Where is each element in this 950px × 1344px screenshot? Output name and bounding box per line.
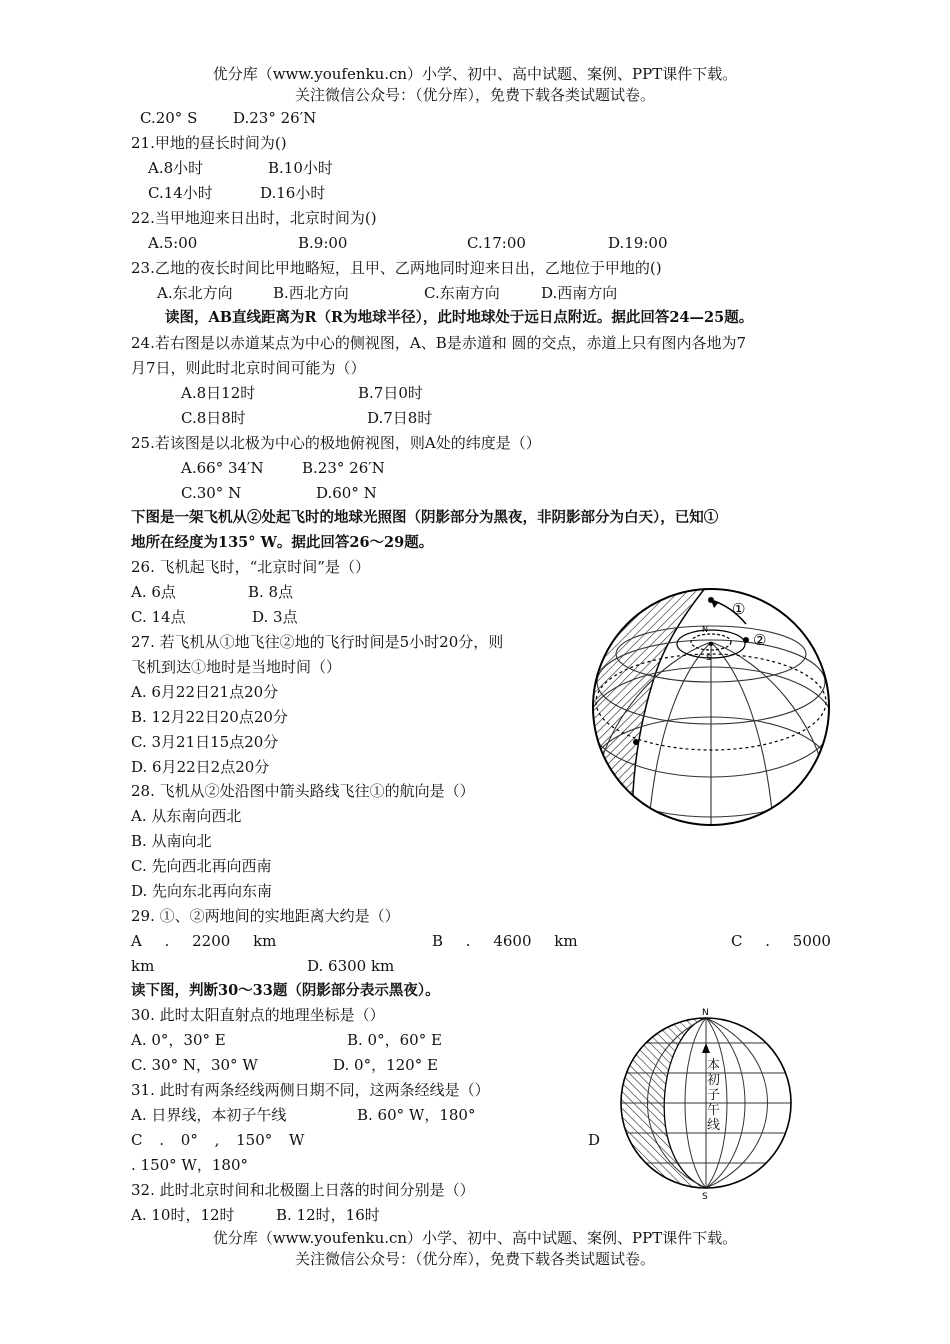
- q27-option-a: A. 6月22日21点20分: [131, 683, 279, 701]
- intro-26-29-line-2: 地所在经度为135° W。据此回答26～29题。: [131, 534, 434, 551]
- q29-option-b: B . 4600 km: [432, 932, 578, 950]
- label-point-1: ①: [732, 600, 746, 618]
- q29-option-a: A . 2200 km: [131, 932, 277, 950]
- q24-option-b: B.7日0时: [358, 384, 423, 402]
- intro-30-33: 读下图，判断30～33题（阴影部分表示黑夜）。: [131, 982, 440, 999]
- prime-meridian-label: [707, 1057, 720, 1133]
- q20-option-d: D.23° 26′N: [233, 109, 317, 127]
- meridian-char: 初: [707, 1073, 721, 1088]
- q31-option-d-label: D: [588, 1131, 601, 1149]
- q25-option-d: D.60° N: [316, 484, 377, 502]
- intro-24-25: 读图，AB直线距离为R（R为地球半径），此时地球处于远日点附近。据此回答24—25题。: [165, 309, 754, 326]
- globe-illumination-figure: [586, 582, 836, 832]
- q21-option-d: D.16小时: [260, 184, 326, 202]
- q26-option-a: A. 6点: [131, 583, 176, 601]
- q28-option-d: D. 先向东北再向东南: [131, 882, 273, 900]
- q27-stem-1: 27. 若飞机从①地飞往②地的飞行时间是5小时20分，则: [131, 633, 504, 651]
- q28-option-c: C. 先向西北再向西南: [131, 857, 272, 875]
- q24-option-c: C.8日8时: [181, 409, 246, 427]
- q29-option-c: C . 5000: [731, 932, 831, 950]
- q28-option-b: B. 从南向北: [131, 832, 212, 850]
- q23-option-b: B.西北方向: [273, 284, 349, 302]
- q31-stem: 31. 此时有两条经线两侧日期不同，这两条经线是（）: [131, 1081, 490, 1099]
- q22-option-a: A.5:00: [148, 234, 198, 252]
- label-s: S: [702, 1192, 708, 1202]
- q25-option-c: C.30° N: [181, 484, 242, 502]
- globe-prime-meridian-figure: [618, 1003, 798, 1203]
- q27-option-d: D. 6月22日2点20分: [131, 758, 270, 776]
- q22-option-d: D.19:00: [608, 234, 668, 252]
- q29-option-c-unit: km: [131, 957, 155, 975]
- q31-option-b: B. 60° W，180°: [357, 1106, 476, 1124]
- q27-stem-2: 飞机到达①地时是当地时间（）: [131, 658, 342, 676]
- meridian-char: 本: [707, 1058, 721, 1073]
- q21-option-a: A.8小时: [148, 159, 204, 177]
- q20-option-c: C.20° S: [140, 109, 198, 127]
- q24-option-a: A.8日12时: [181, 384, 256, 402]
- q30-stem: 30. 此时太阳直射点的地理坐标是（）: [131, 1006, 385, 1024]
- q21-option-b: B.10小时: [268, 159, 333, 177]
- q22-stem: 22.当甲地迎来日出时，北京时间为(): [131, 209, 377, 227]
- q31-option-d: . 150° W，180°: [131, 1156, 248, 1174]
- q26-option-c: C. 14点: [131, 608, 186, 626]
- label-n: N: [702, 1008, 709, 1018]
- q30-option-d: D. 0°，120° E: [333, 1056, 438, 1074]
- q26-option-b: B. 8点: [248, 583, 294, 601]
- meridian-char: 线: [707, 1118, 721, 1133]
- meridian-arrow: [702, 1043, 710, 1053]
- q29-stem: 29. ①、②两地间的实地距离大约是（）: [131, 907, 400, 925]
- q24-stem-2: 月7日，则此时北京时间可能为（）: [131, 359, 366, 377]
- q32-stem: 32. 此时北京时间和北极圈上日落的时间分别是（）: [131, 1181, 475, 1199]
- q27-option-b: B. 12月22日20点20分: [131, 708, 288, 726]
- q23-stem: 23.乙地的夜长时间比甲地略短，且甲、乙两地同时迎来日出，乙地位于甲地的(): [131, 259, 662, 277]
- q25-stem: 25.若该图是以北极为中心的极地俯视图，则A处的纬度是（）: [131, 434, 541, 452]
- q28-stem: 28. 飞机从②处沿图中箭头路线飞往①的航向是（）: [131, 782, 475, 800]
- q29-option-d: D. 6300 km: [307, 957, 395, 975]
- footer-line-1: 优分库（www.youfenku.cn）小学、初中、高中试题、案例、PPT课件下载。: [212, 1229, 738, 1247]
- q26-stem: 26. 飞机起飞时，“北京时间”是（）: [131, 558, 370, 576]
- q31-option-a: A. 日界线，本初子午线: [131, 1106, 287, 1124]
- label-point-2: ②: [753, 631, 767, 649]
- meridian-char: 子: [707, 1088, 721, 1103]
- header-line-2: 关注微信公众号：（优分库），免费下载各类试题试卷。: [294, 86, 655, 104]
- q24-option-d: D.7日8时: [367, 409, 433, 427]
- q22-option-b: B.9:00: [298, 234, 348, 252]
- q23-option-c: C.东南方向: [424, 284, 500, 302]
- label-pole-n: N: [702, 625, 708, 634]
- q25-option-a: A.66° 34′N: [181, 459, 264, 477]
- q23-option-a: A.东北方向: [157, 284, 233, 302]
- q22-option-c: C.17:00: [467, 234, 526, 252]
- q21-option-c: C.14小时: [148, 184, 213, 202]
- q23-option-d: D.西南方向: [541, 284, 618, 302]
- q27-option-c: C. 3月21日15点20分: [131, 733, 279, 751]
- q32-option-a: A. 10时，12时: [131, 1206, 235, 1224]
- q21-stem: 21.甲地的昼长时间为(): [131, 134, 287, 152]
- label-pole-s: s: [706, 652, 712, 663]
- q25-option-b: B.23° 26′N: [302, 459, 385, 477]
- intro-26-29-line-1: 下图是一架飞机从②处起飞时的地球光照图（阴影部分为黑夜，非阴影部分为白天），已知①: [131, 509, 719, 526]
- q32-option-b: B. 12时，16时: [276, 1206, 380, 1224]
- footer-line-2: 关注微信公众号：（优分库），免费下载各类试题试卷。: [294, 1250, 655, 1268]
- q26-option-d: D. 3点: [252, 608, 298, 626]
- meridian-char: 午: [707, 1103, 721, 1118]
- q28-option-a: A. 从东南向西北: [131, 807, 242, 825]
- header-line-1: 优分库（www.youfenku.cn）小学、初中、高中试题、案例、PPT课件下载。: [212, 65, 738, 83]
- q30-option-b: B. 0°，60° E: [347, 1031, 442, 1049]
- q30-option-c: C. 30° N，30° W: [131, 1056, 258, 1074]
- q30-option-a: A. 0°，30° E: [131, 1031, 226, 1049]
- q31-option-c: C . 0° , 150° W: [131, 1131, 305, 1149]
- q24-stem-1: 24.若右图是以赤道某点为中心的侧视图，A、B是赤道和 圆的交点，赤道上只有图内各地为7: [131, 334, 747, 352]
